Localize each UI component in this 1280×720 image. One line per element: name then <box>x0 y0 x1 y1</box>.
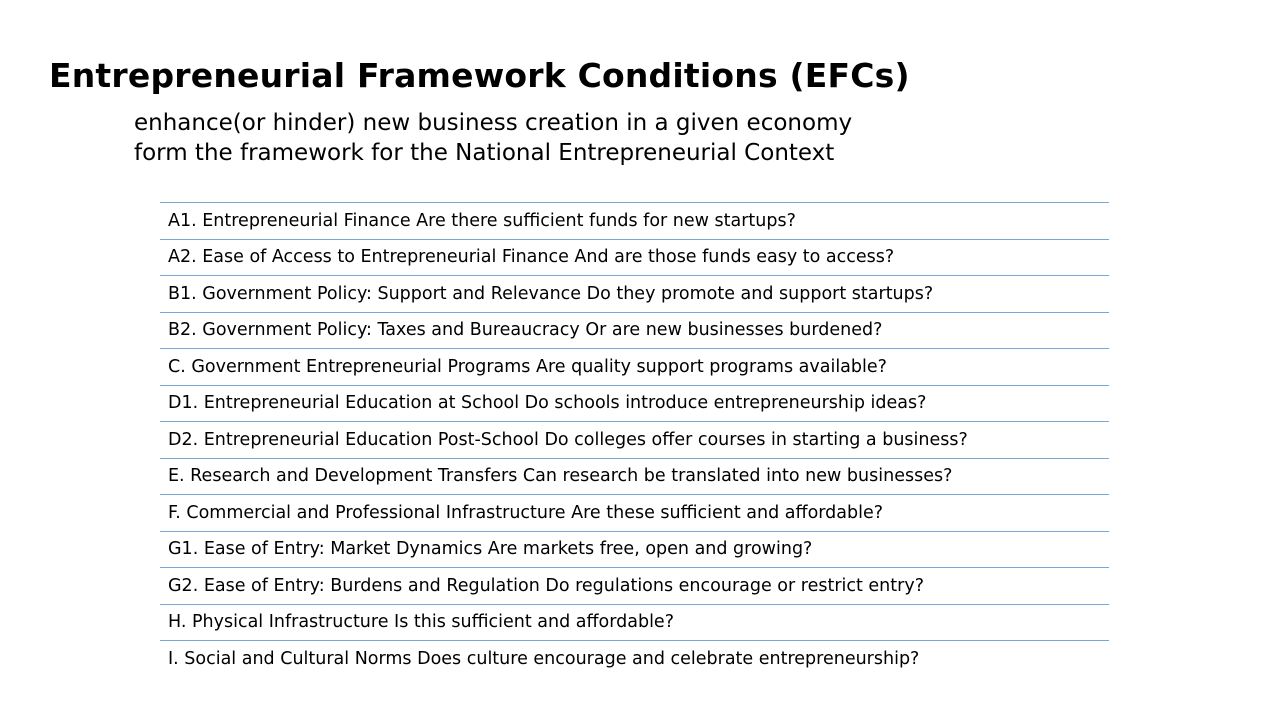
table-row: E. Research and Development Transfers Can research be translated into new businesses? <box>160 459 1109 496</box>
table-row: A1. Entrepreneurial Finance Are there sufficient funds for new startups? <box>160 203 1109 240</box>
slide-title: Entrepreneurial Framework Conditions (EFCs) <box>49 56 910 95</box>
efc-table <box>160 202 1109 678</box>
table-row: I. Social and Cultural Norms Does culture encourage and celebrate entrepreneurship? <box>168 649 920 670</box>
table-row: H. Physical Infrastructure Is this sufficient and affordable? <box>160 605 1109 642</box>
table-row: C. Government Entrepreneurial Programs Are quality support programs available? <box>160 349 1109 386</box>
table-row: D1. Entrepreneurial Education at School Do schools introduce entrepreneurship ideas? <box>160 386 1109 423</box>
table-row: B1. Government Policy: Support and Relevance Do they promote and support startups? <box>160 276 1109 313</box>
table-row: F. Commercial and Professional Infrastructure Are these sufficient and affordable? <box>160 495 1109 532</box>
table-row: G1. Ease of Entry: Market Dynamics Are markets free, open and growing? <box>160 532 1109 569</box>
subtitle-line: enhance(or hinder) new business creation in a given economy <box>134 110 853 136</box>
slide-subtitle <box>134 108 852 168</box>
table-row: D2. Entrepreneurial Education Post-School Do colleges offer courses in starting a business? <box>160 422 1109 459</box>
table-row: G2. Ease of Entry: Burdens and Regulation Do regulations encourage or restrict entry? <box>160 568 1109 605</box>
table-row: B2. Government Policy: Taxes and Bureaucracy Or are new businesses burdened? <box>160 313 1109 350</box>
table-row: A2. Ease of Access to Entrepreneurial Finance And are those funds easy to access? <box>160 240 1109 277</box>
subtitle-line: form the framework for the National Entrepreneurial Context <box>134 140 835 166</box>
